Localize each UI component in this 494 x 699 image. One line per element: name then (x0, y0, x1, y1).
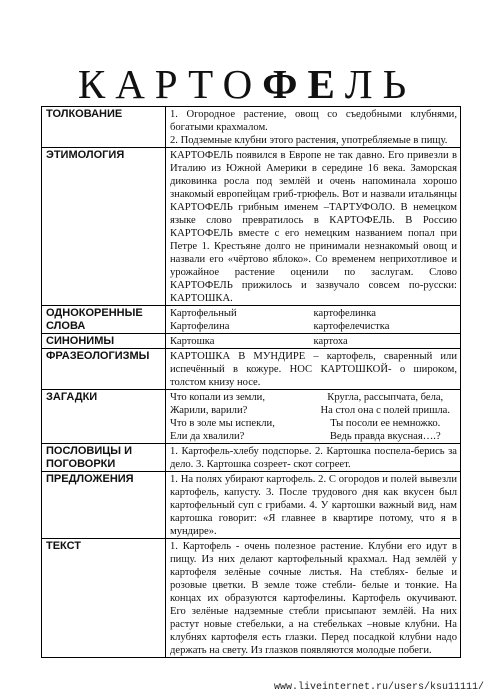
definition-item: 2. Подземные клубни этого растения, употребляемые в пищу. (170, 135, 448, 146)
word: Картофелина (170, 321, 230, 332)
riddle-line: Ведь правда вкусная….? (329, 431, 441, 442)
table-row (42, 539, 461, 658)
word: Картофельный (170, 308, 237, 319)
riddle-line: Кругла, рассыпчата, бела, (327, 392, 444, 403)
definition-item: 1. Огородное растение, овощ со съедобными клубнями, богатыми крахмалом. (170, 109, 457, 133)
riddle-line: Что копали из земли, (170, 392, 265, 403)
word: Картошка (170, 336, 215, 347)
riddle-line: Ели да хвалили? (170, 431, 245, 442)
row-content (166, 390, 461, 444)
table-row (42, 334, 461, 349)
row-label: ЗАГАДКИ (42, 390, 166, 444)
vocabulary-table (41, 106, 461, 658)
row-label: ОДНОКОРЕННЫЕ СЛОВА (42, 306, 166, 334)
title-part-2: Ф (262, 61, 308, 107)
row-label: ТОЛКОВАНИЕ (42, 107, 166, 148)
word: картофелечистка (313, 321, 390, 332)
row-label: ФРАЗЕОЛОГИЗМЫ (42, 349, 166, 390)
row-content: КАРТОФЕЛЬ появился в Европе не так давно. Его привезли в Италию из Южной Америки в середине 16 века. Заморская диковинка росла под землёй и очень напоминала хорошо знакомый европейцам гриб-трюфель. Вот и назвали итальянцы КАРТОФЕЛЬ грибным именем –ТАРТУФОЛО. В немецком языке слово превратилось в КАРТОФЕЛЬ. В Россию КАРТОФЕЛЬ вместе с его немецким названием попал при Петре 1. Крестьяне долго не принимали незнакомый овощ и назвали его «чёртово яблоко». Со временем неприхотливое и урожайное растение оценили по заслугам. Слово КАРТОФЕЛЬ прижилось и зазвучало совсем по-русски: КАРТОШКА. (166, 148, 461, 306)
row-label: ЭТИМОЛОГИЯ (42, 148, 166, 306)
page-title (0, 62, 494, 106)
row-content (166, 306, 461, 334)
riddle-line: На стол она с полей пришла. (320, 405, 450, 416)
row-label: ПОСЛОВИЦЫ И ПОГОВОРКИ (42, 444, 166, 472)
row-content: КАРТОШКА В МУНДИРЕ – картофель, сваренный или испечённый в кожуре. НОС КАРТОШКОЙ- о широком, толстом книзу носе. (166, 349, 461, 390)
table-row (42, 148, 461, 306)
title-part-1: КАРТО (77, 61, 263, 107)
row-label: ТЕКСТ (42, 539, 166, 658)
table-row (42, 472, 461, 539)
table-row (42, 306, 461, 334)
word: картоха (313, 336, 348, 347)
riddle-line: Жарили, варили? (170, 405, 248, 416)
row-content: 1. Картофель - очень полезное растение. Клубни его идут в пищу. Из них делают картофельный крахмал. Над землёй у картофеля зелёные сочные листья. На стеблях- белые и розовые цветки. В земле тоже стебли- белые и тонкие. На концах их образуются картофелины. Картофель окучивают. Его зелёные надземные стебли присыпают землёй. На них растут новые стебельки, а на стебельках –новые клубни. На клубнях картофеля есть глазки. Перед посадкой клубни надо держать на свету. Из глазков появляются молодые побеги. (166, 539, 461, 658)
table-row (42, 444, 461, 472)
row-content (166, 334, 461, 349)
title-part-3: Е (307, 61, 345, 107)
riddle-line: Что в золе мы испекли, (170, 418, 275, 429)
title-part-4: ЛЬ (344, 61, 417, 107)
riddle-line: Ты посоли ее немножко. (330, 418, 441, 429)
table-row (42, 390, 461, 444)
table-row (42, 107, 461, 148)
word: картофелинка (313, 308, 377, 319)
table-row (42, 349, 461, 390)
row-content: 1. На полях убирают картофель. 2. С огородов и полей вывезли картофель, капусту. 3. После трудового дня как вкусен был картофельный суп с грибами. 4. У картошки важный вид, нам картошка говорит: «Я главнее в квартире потому, что я в мундире». (166, 472, 461, 539)
source-watermark: www.liveinternet.ru/users/ksu11111/ (273, 682, 484, 693)
row-label: ПРЕДЛОЖЕНИЯ (42, 472, 166, 539)
row-content: 1. Картофель-хлебу подспорье. 2. Картошка поспела-берись за дело. 3. Картошка созреет- скот согреет. (166, 444, 461, 472)
row-label: СИНОНИМЫ (42, 334, 166, 349)
row-content (166, 107, 461, 148)
